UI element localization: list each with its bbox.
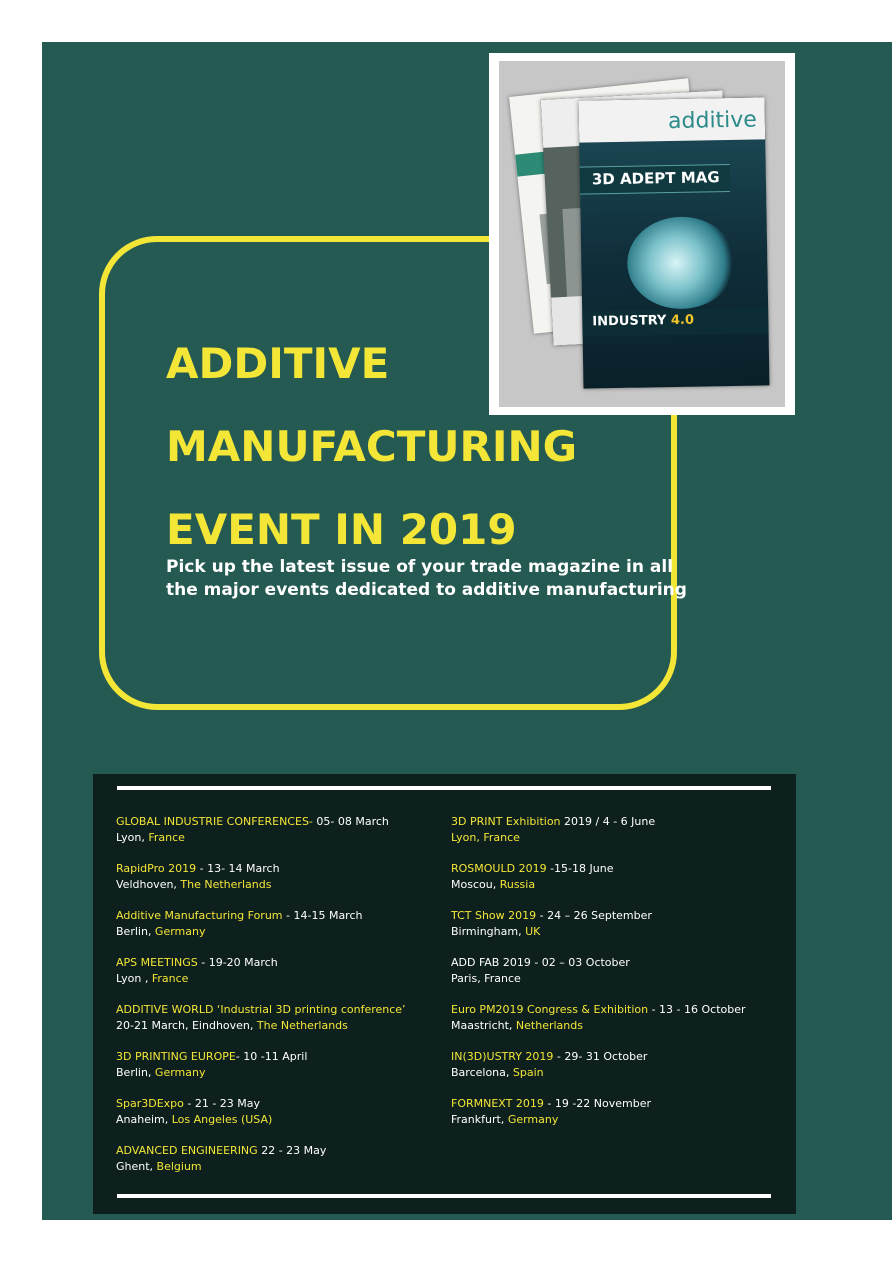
- event-country: Spain: [512, 1066, 544, 1079]
- event-location-line: [116, 1159, 446, 1175]
- event-country: Netherlands: [515, 1019, 583, 1032]
- headline-line: MANUFACTURING: [166, 422, 578, 471]
- event-item: [451, 814, 781, 846]
- event-dates: - 19-20 March: [197, 956, 278, 969]
- event-dates: -15-18 June: [546, 862, 614, 875]
- event-dates: 22 - 23 May: [257, 1144, 327, 1157]
- event-location-line: [116, 924, 446, 940]
- event-location-line: [116, 1065, 446, 1081]
- subheadline-line: Pick up the latest issue of your trade magazine in all: [166, 557, 674, 577]
- event-title-line: [451, 908, 781, 924]
- event-dates: - 10 -11 April: [235, 1050, 308, 1063]
- event-item: [116, 861, 446, 893]
- event-location-line: [451, 1065, 781, 1081]
- event-country: Germany: [154, 1066, 206, 1079]
- event-country: Los Angeles (USA): [171, 1113, 273, 1126]
- cover-topic-text: [592, 313, 694, 330]
- headline-line: ADDITIVE: [166, 339, 390, 388]
- event-city: Barcelona,: [451, 1066, 513, 1079]
- event-dates: - 13 - 16 October: [648, 1003, 746, 1016]
- event-dates: - 24 – 26 September: [536, 909, 652, 922]
- event-city: Berlin,: [116, 925, 155, 938]
- event-title-line: [116, 908, 446, 924]
- event-item: [451, 1096, 781, 1128]
- event-title: APS MEETINGS: [116, 956, 198, 969]
- event-location-line: [451, 1018, 781, 1034]
- event-item: [116, 908, 446, 940]
- event-location-line: [451, 924, 781, 940]
- event-title: Additive Manufacturing Forum: [116, 909, 283, 922]
- event-country: France: [148, 831, 185, 844]
- event-country: Germany: [507, 1113, 559, 1126]
- event-country: France: [151, 972, 189, 985]
- cover-topic-strip: [582, 307, 768, 336]
- event-item: [116, 1096, 446, 1128]
- event-city: Paris, France: [451, 972, 521, 985]
- event-country: Russia: [499, 878, 536, 891]
- event-location-line: [451, 1112, 781, 1128]
- event-item: [116, 1002, 446, 1034]
- event-city: Lyon ,: [116, 972, 152, 985]
- magazine-stack: [499, 61, 785, 407]
- event-location-line: [451, 877, 781, 893]
- event-location-line: [451, 971, 781, 987]
- event-title: ADVANCED ENGINEERING: [116, 1144, 258, 1157]
- event-item: [116, 1049, 446, 1081]
- cover-title-text: 3D ADEPT MAG: [591, 168, 720, 189]
- event-title: ROSMOULD 2019: [451, 862, 547, 875]
- event-city: Anaheim,: [116, 1113, 172, 1126]
- event-title-line: [451, 1096, 781, 1112]
- event-location-line: [451, 830, 781, 846]
- event-title-line: [116, 814, 446, 830]
- event-title-line: [451, 814, 781, 830]
- divider-top: [117, 786, 771, 790]
- event-item: [451, 908, 781, 940]
- event-item: [451, 1002, 781, 1034]
- events-column-left: [116, 814, 446, 1190]
- event-country: Lyon, France: [451, 831, 520, 844]
- event-country: The Netherlands: [180, 878, 272, 891]
- event-item: [116, 814, 446, 846]
- event-title-line: [451, 955, 781, 971]
- divider-bottom: [117, 1194, 771, 1198]
- event-dates: 2019 / 4 - 6 June: [560, 815, 656, 828]
- event-location-line: [116, 1018, 446, 1034]
- event-item: [451, 861, 781, 893]
- event-title-line: [116, 1143, 446, 1159]
- subheadline: [166, 556, 696, 602]
- events-list-panel: [93, 774, 796, 1214]
- event-title-line: [451, 1002, 781, 1018]
- event-title-line: [116, 1096, 446, 1112]
- event-title: ADDITIVE WORLD ‘Industrial 3D printing conference’: [116, 1003, 406, 1016]
- event-city: Birmingham,: [451, 925, 526, 938]
- event-item: [116, 955, 446, 987]
- event-dates: - 13- 14 March: [196, 862, 280, 875]
- event-title-line: [116, 1049, 446, 1065]
- event-city: Moscou,: [451, 878, 500, 891]
- subheadline-line: the major events dedicated to additive manufacturing: [166, 580, 687, 600]
- event-country: The Netherlands: [256, 1019, 348, 1032]
- event-city: Lyon,: [116, 831, 149, 844]
- magazine-cover-front: [579, 97, 770, 388]
- event-title: Euro PM2019 Congress & Exhibition: [451, 1003, 649, 1016]
- event-title: 3D PRINT Exhibition: [451, 815, 561, 828]
- cover-title-tag: [580, 164, 730, 195]
- event-dates: - 19 -22 November: [543, 1097, 652, 1110]
- magazine-covers-image: [489, 53, 795, 415]
- event-title: TCT Show 2019: [451, 909, 537, 922]
- cover-masthead: [579, 97, 766, 142]
- event-dates: - 21 - 23 May: [183, 1097, 261, 1110]
- event-title-line: [116, 861, 446, 877]
- event-title: FORMNEXT 2019: [451, 1097, 544, 1110]
- cover-illustration: [627, 216, 737, 310]
- event-title: IN(3D)USTRY 2019: [451, 1050, 554, 1063]
- event-title-line: [451, 861, 781, 877]
- cover-masthead-text: additive: [667, 107, 758, 135]
- event-title: Spar3DExpo: [116, 1097, 184, 1110]
- event-title: GLOBAL INDUSTRIE CONFERENCES-: [116, 815, 313, 828]
- event-dates: 05- 08 March: [312, 815, 389, 828]
- event-city: Veldhoven,: [116, 878, 181, 891]
- event-title-line: [116, 1002, 446, 1018]
- event-location-line: [116, 830, 446, 846]
- event-country: UK: [525, 925, 541, 938]
- event-item: [451, 955, 781, 987]
- event-country: Belgium: [156, 1160, 202, 1173]
- event-city: Berlin,: [116, 1066, 155, 1079]
- event-dates: ADD FAB 2019 - 02 – 03 October: [451, 956, 630, 969]
- event-title-line: [451, 1049, 781, 1065]
- event-title-line: [116, 955, 446, 971]
- event-item: [451, 1049, 781, 1081]
- event-city: Maastricht,: [451, 1019, 516, 1032]
- event-city: Frankfurt,: [451, 1113, 508, 1126]
- cover-topic-prefix: INDUSTRY: [592, 313, 667, 330]
- event-item: [116, 1143, 446, 1175]
- event-title: 3D PRINTING EUROPE: [116, 1050, 236, 1063]
- headline-line: EVENT IN 2019: [166, 505, 517, 554]
- event-dates: - 29- 31 October: [553, 1050, 648, 1063]
- event-dates: - 14-15 March: [282, 909, 363, 922]
- events-column-right: [451, 814, 781, 1143]
- event-title: RapidPro 2019: [116, 862, 197, 875]
- event-city: Ghent,: [116, 1160, 157, 1173]
- event-location-line: [116, 1112, 446, 1128]
- event-location-line: [116, 877, 446, 893]
- event-city: 20-21 March, Eindhoven,: [116, 1019, 257, 1032]
- event-location-line: [116, 971, 446, 987]
- cover-topic-version: 4.0: [670, 312, 695, 329]
- event-country: Germany: [154, 925, 206, 938]
